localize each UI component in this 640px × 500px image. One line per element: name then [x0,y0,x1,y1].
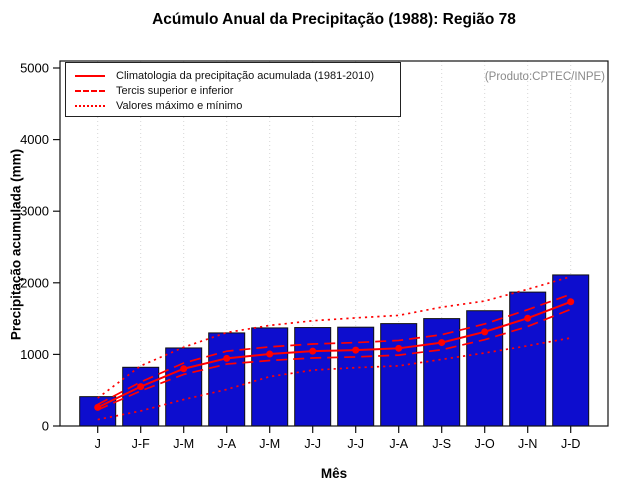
x-tick-label: J-O [474,437,495,451]
series-marker [438,339,445,346]
series-marker [223,355,230,362]
y-tick-label: 5000 [20,60,49,76]
bar [510,292,546,426]
series-marker [352,347,359,354]
legend-label: Tercis superior e inferior [116,84,234,97]
dashed-line-icon [75,90,105,92]
bar [252,328,288,426]
x-tick-label: J-A [389,437,409,451]
x-tick-label: J-D [560,437,581,451]
series-marker [266,351,273,358]
y-tick-label: 0 [41,418,49,434]
dotted-line-icon [75,105,105,107]
bar [295,328,331,426]
series-marker [309,348,316,355]
series-marker [395,345,402,352]
x-axis-label: Mês [320,466,348,481]
legend-label: Valores máximo e mínimo [116,99,243,112]
x-tick-label: J-N [517,437,538,451]
series-marker [180,365,187,372]
y-tick-label: 1000 [20,346,49,362]
legend-item-climatology [75,68,400,83]
bar [209,333,245,426]
series-marker [481,328,488,335]
series-marker [524,315,531,322]
x-tick-label: J-M [173,437,195,451]
y-axis-label: Precipitação acumulada (mm) [8,148,24,341]
x-tick-label: J-J [304,437,322,451]
bar [553,275,589,426]
y-tick-label: 4000 [20,132,49,148]
bar [424,319,460,426]
x-tick-label: J [94,437,101,451]
solid-line-icon [75,75,105,77]
x-tick-label: J-J [347,437,365,451]
x-tick-label: J-M [259,437,281,451]
series-marker [567,298,574,305]
legend-label: Climatologia da precipitação acumulada (1981-2010) [116,69,375,82]
x-tick-label: J-F [131,437,150,451]
legend-item-terciles [75,83,400,98]
y-tick-label: 3000 [20,203,49,219]
x-tick-label: J-S [432,437,452,451]
producer-watermark: (Produto:CPTEC/INPE) [484,71,605,83]
chart-title: Acúmulo Anual da Precipitação (1988): Região 78 [152,11,516,28]
y-tick-label: 2000 [20,275,49,291]
x-tick-label: J-A [217,437,237,451]
series-marker [137,383,144,390]
legend-item-max-min [75,98,400,113]
legend [65,62,401,117]
